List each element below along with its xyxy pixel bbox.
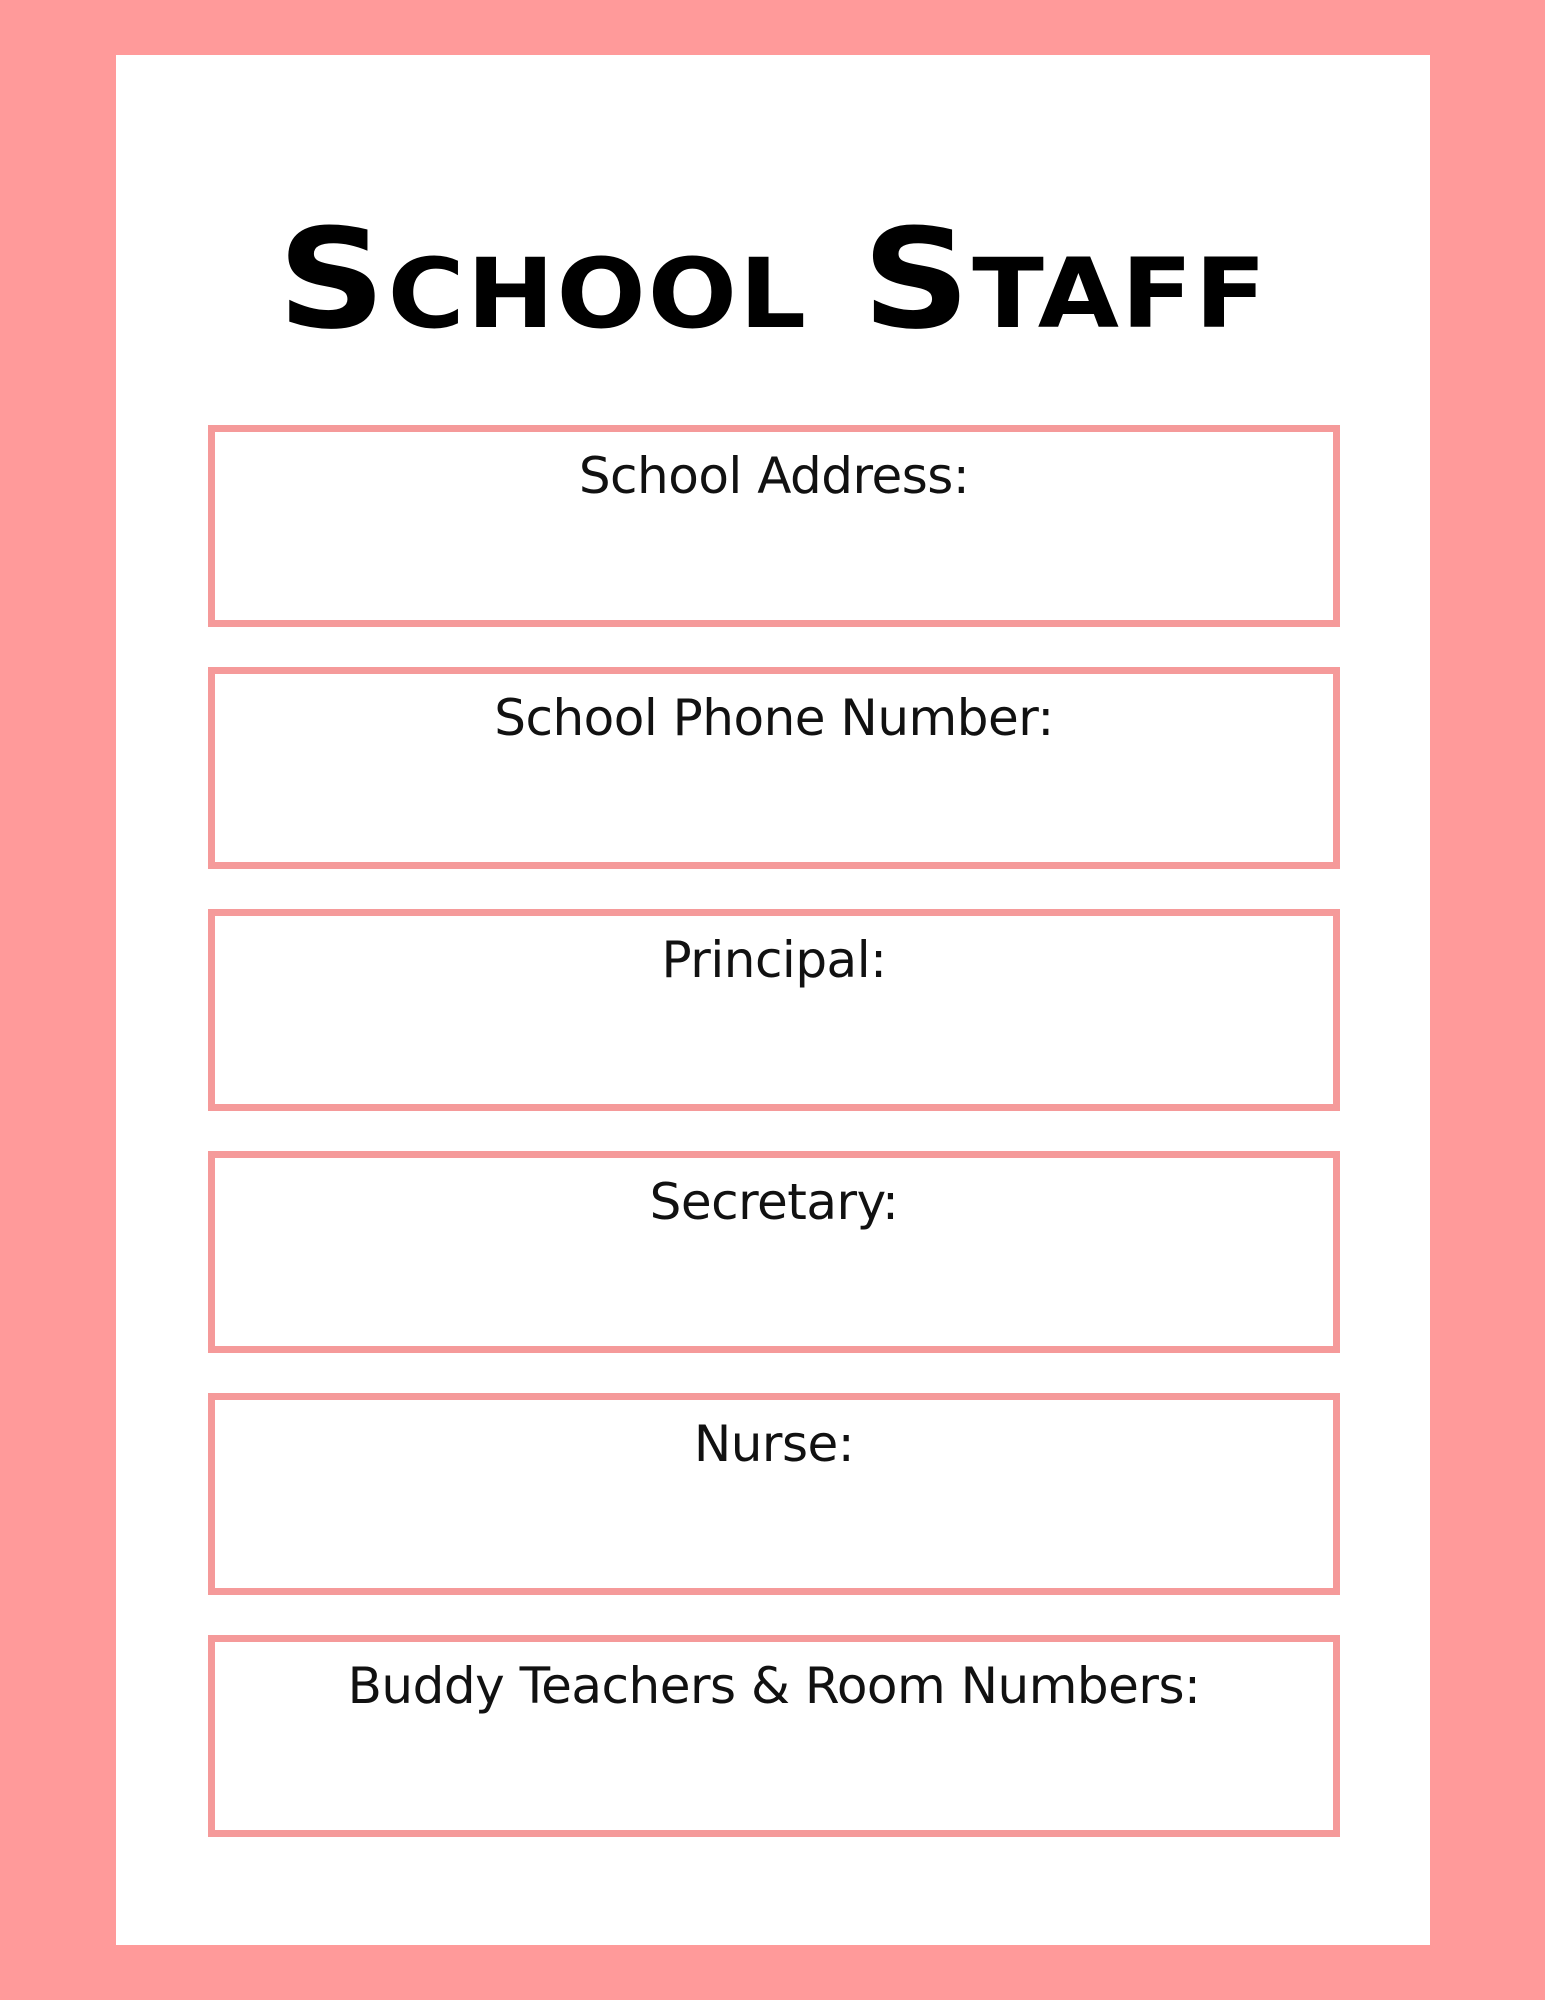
secretary-box[interactable] xyxy=(208,1151,1340,1353)
buddy-teachers-label: Buddy Teachers & Room Numbers: xyxy=(347,1657,1201,1715)
principal-box[interactable] xyxy=(208,909,1340,1111)
nurse-box[interactable] xyxy=(208,1393,1340,1595)
buddy-teachers-box[interactable] xyxy=(208,1635,1340,1837)
school-address-label: School Address: xyxy=(578,447,970,505)
secretary-label: Secretary: xyxy=(649,1173,899,1231)
nurse-label: Nurse: xyxy=(693,1415,855,1473)
school-phone-number-label: School Phone Number: xyxy=(494,689,1054,747)
worksheet-page xyxy=(116,55,1430,1945)
principal-label: Principal: xyxy=(661,931,887,989)
page-title: School Staff xyxy=(277,199,1269,361)
school-address-box[interactable] xyxy=(208,425,1340,627)
school-phone-number-box[interactable] xyxy=(208,667,1340,869)
